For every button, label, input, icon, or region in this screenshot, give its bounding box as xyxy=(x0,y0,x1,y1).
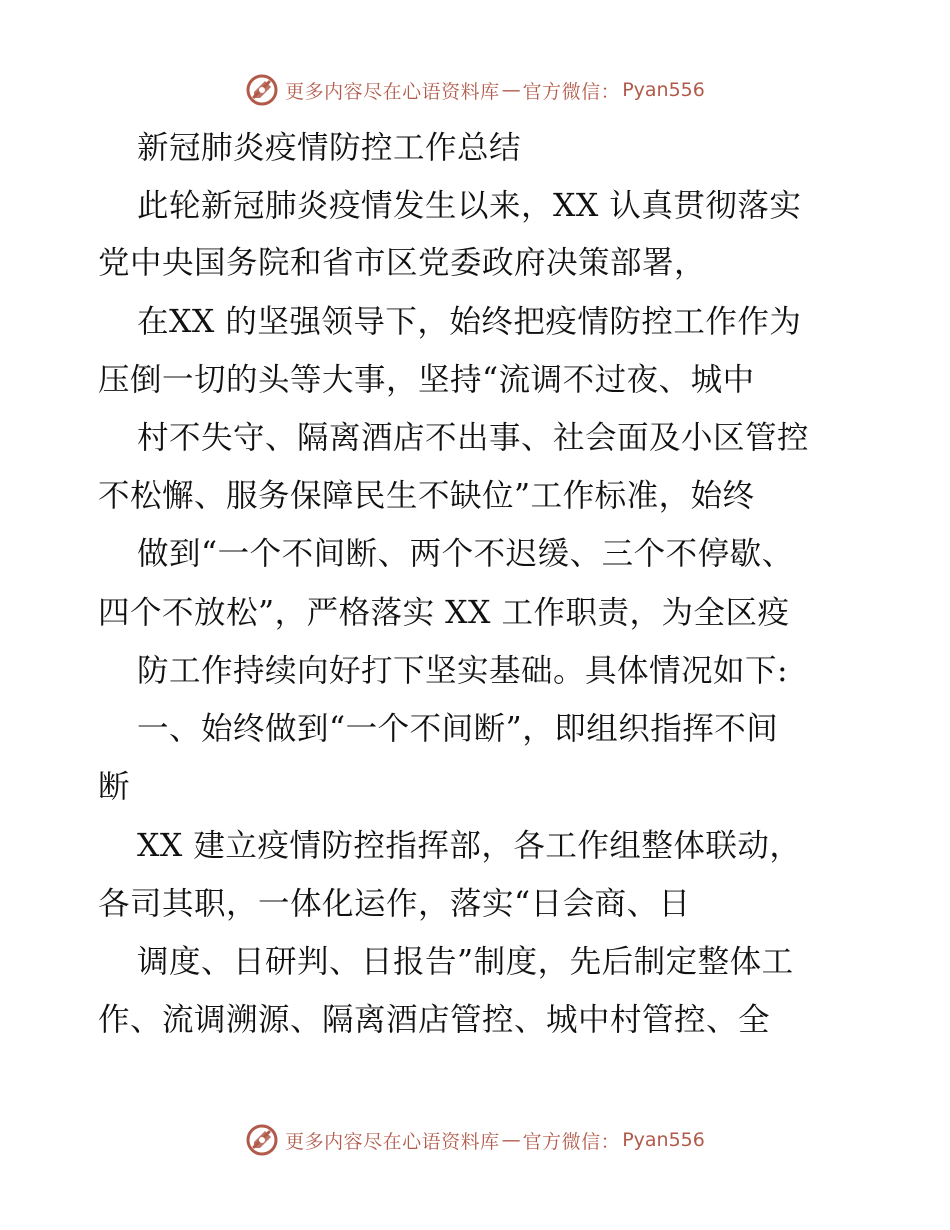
section-heading-continued: 断 xyxy=(98,769,131,805)
watermark-dash: — xyxy=(501,1129,521,1151)
body-line: 作、流调溯源、隔离酒店管控、城中村管控、全 xyxy=(98,1002,771,1038)
body-line: 党中央国务院和省市区党委政府决策部署， xyxy=(98,245,707,281)
watermark-text: 更多内容尽在心语资料库 xyxy=(285,1130,500,1153)
watermark-handle: Pyan556 xyxy=(622,1129,705,1151)
watermark-label: 官方微信： xyxy=(522,80,621,103)
watermark-header xyxy=(0,70,950,110)
body-line: 防工作持续向好打下坚实基础。具体情况如下: xyxy=(137,653,789,689)
body-line: 村不失守、隔离酒店不出事、社会面及小区管控 xyxy=(137,420,810,456)
body-line: 压倒一切的头等大事，坚持“流调不过夜、城中 xyxy=(98,362,755,398)
body-line: 各司其职，一体化运作，落实“日会商、日 xyxy=(98,886,691,922)
watermark-text: 更多内容尽在心语资料库 xyxy=(285,80,500,103)
watermark-label: 官方微信： xyxy=(522,1130,621,1153)
brand-logo-icon xyxy=(245,1123,279,1157)
body-line: 做到“一个不间断、两个不迟缓、三个不停歇、 xyxy=(137,536,794,572)
document-title: 新冠肺炎疫情防控工作总结 xyxy=(137,130,522,166)
watermark-footer xyxy=(0,1120,950,1160)
body-line: XX 建立疫情防控指挥部，各工作组整体联动， xyxy=(137,828,802,864)
body-line: 四个不放松”，严格落实 XX 工作职责，为全区疫 xyxy=(98,595,790,631)
watermark-handle: Pyan556 xyxy=(622,79,705,101)
body-line: 调度、日研判、日报告”制度，先后制定整体工 xyxy=(137,944,794,980)
body-line: 不松懈、服务保障民生不缺位”工作标准，始终 xyxy=(98,478,755,514)
section-heading: 一、始终做到“一个不间断”，即组织指挥不间 xyxy=(137,711,779,747)
body-line: 在XX 的坚强领导下，始终把疫情防控工作作为 xyxy=(137,304,802,340)
brand-logo-icon xyxy=(245,73,279,107)
body-line: 此轮新冠肺炎疫情发生以来，XX 认真贯彻落实 xyxy=(137,188,802,224)
watermark-dash: — xyxy=(501,79,521,101)
